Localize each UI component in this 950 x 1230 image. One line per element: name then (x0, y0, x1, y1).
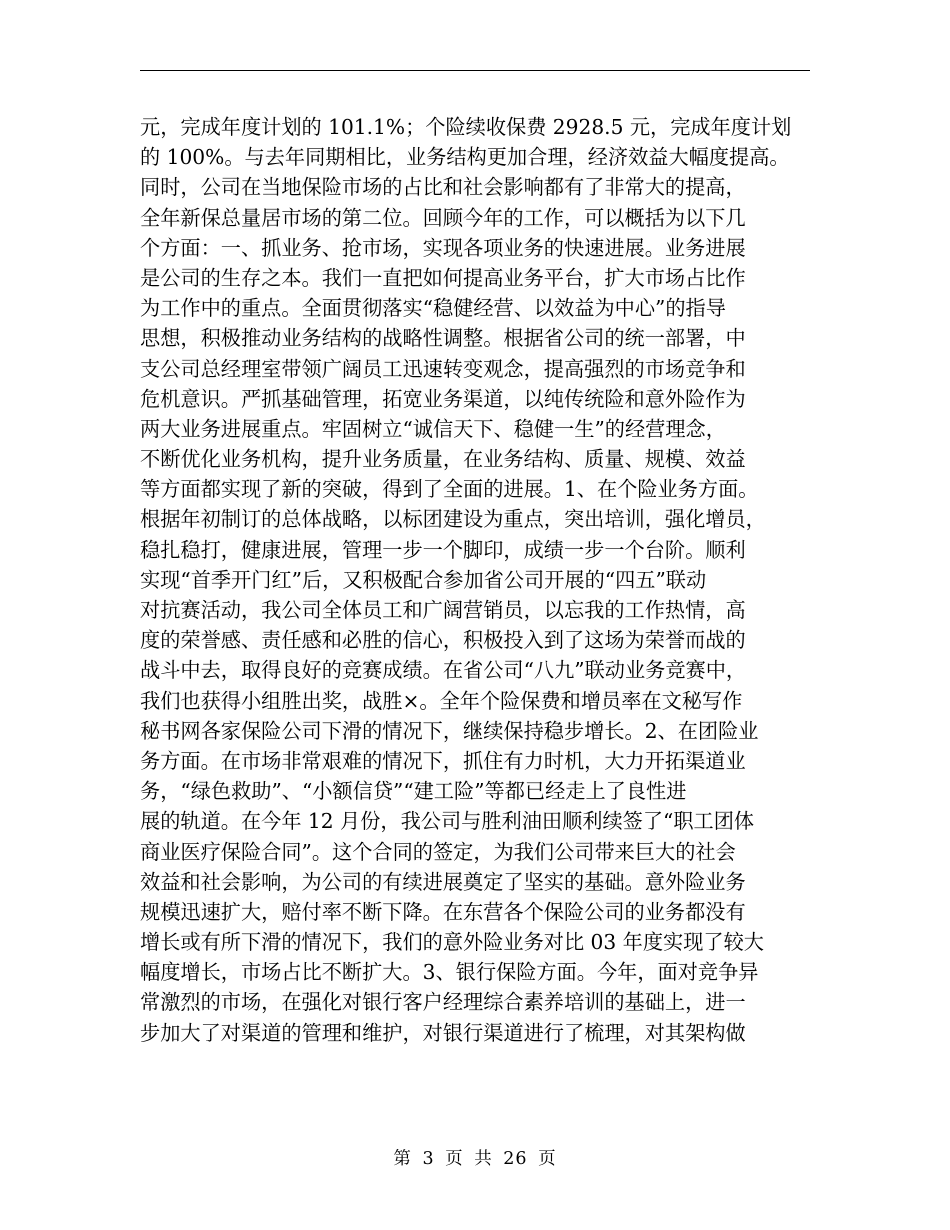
text-line: 的 100%。与去年同期相比，业务结构更加合理，经济效益大幅度提高。 (140, 145, 790, 170)
text-line: 对抗赛活动，我公司全体员工和广阔营销员，以忘我的工作热情，高 (140, 598, 746, 622)
text-line: 步加大了对渠道的管理和维护，对银行渠道进行了梳理，对其架构做 (140, 1020, 746, 1045)
text-line: 全年新保总量居市场的第二位。回顾今年的工作，可以概括为以下几 (140, 205, 746, 230)
body-text (140, 112, 820, 1048)
text-line: 危机意识。严抓基础管理，拓宽业务渠道，以纯传统险和意外险作为 (140, 386, 746, 411)
text-line: 秘书网各家保险公司下滑的情况下，继续保持稳步增长。2、在团险业 (140, 718, 759, 743)
text-line: 实现“首季开门红”后，又积极配合参加省公司开展的“四五”联动 (140, 567, 707, 592)
text-line: 稳扎稳打，健康进展，管理一步一个脚印，成绩一步一个台阶。顺利 (140, 537, 746, 562)
text-line: 元，完成年度计划的 101.1%；个险续收保费 2928.5 元，完成年度计划 (140, 115, 792, 139)
text-line: 效益和社会影响，为公司的有续进展奠定了坚实的基础。意外险业务 (140, 869, 746, 894)
text-line: 常激烈的市场，在强化对银行客户经理综合素养培训的基础上，进一 (140, 990, 746, 1015)
text-line: 支公司总经理室带领广阔员工迅速转变观念，提高强烈的市场竞争和 (140, 356, 746, 381)
text-line: 两大业务进展重点。牢固树立“诚信天下、稳健一生”的经营理念， (140, 416, 726, 441)
text-line: 务，“绿色救助”、“小额信贷”“建工险”等都已经走上了良性进 (140, 779, 687, 804)
header-rule (140, 70, 810, 71)
text-line: 战斗中去，取得良好的竞赛成绩。在省公司“八九”联动业务竞赛中， (140, 658, 747, 683)
text-line: 商业医疗保险合同”。这个合同的签定，为我们公司带来巨大的社会 (140, 839, 736, 864)
text-line: 展的轨道。在今年 12 月份，我公司与胜利油田顺利续签了“职工团体 (140, 809, 755, 834)
page-number-footer: 第 3 页 共 26 页 (393, 1149, 557, 1169)
text-line: 等方面都实现了新的突破，得到了全面的进展。1、在个险业务方面。 (140, 477, 759, 502)
text-line: 个方面：一、抓业务、抢市场，实现各项业务的快速进展。业务进展 (140, 235, 746, 260)
text-line: 不断优化业务机构，提升业务质量，在业务结构、质量、规模、效益 (140, 447, 746, 472)
text-line: 为工作中的重点。全面贯彻落实“稳健经营、以效益为中心”的指导 (140, 296, 726, 321)
text-line: 务方面。在市场非常艰难的情况下，抓住有力时机，大力开拓渠道业 (140, 748, 746, 773)
text-line: 根据年初制订的总体战略，以标团建设为重点，突出培训，强化增员， (140, 507, 766, 532)
text-line: 规模迅速扩大，赔付率不断下降。在东营各个保险公司的业务都没有 (140, 899, 746, 924)
text-line: 度的荣誉感、责任感和必胜的信心，积极投入到了这场为荣誉而战的 (140, 628, 746, 653)
text-line: 同时，公司在当地保险市场的占比和社会影响都有了非常大的提高， (140, 175, 746, 200)
text-line: 是公司的生存之本。我们一直把如何提高业务平台，扩大市场占比作 (140, 265, 746, 290)
text-line: 幅度增长，市场占比不断扩大。3、银行保险方面。今年，面对竞争异 (140, 960, 759, 985)
text-line: 思想，积极推动业务结构的战略性调整。根据省公司的统一部署，中 (140, 326, 746, 351)
text-line: 增长或有所下滑的情况下，我们的意外险业务对比 03 年度实现了较大 (140, 930, 764, 955)
text-line: 我们也获得小组胜出奖，战胜×。全年个险保费和增员率在文秘写作 (140, 688, 743, 713)
